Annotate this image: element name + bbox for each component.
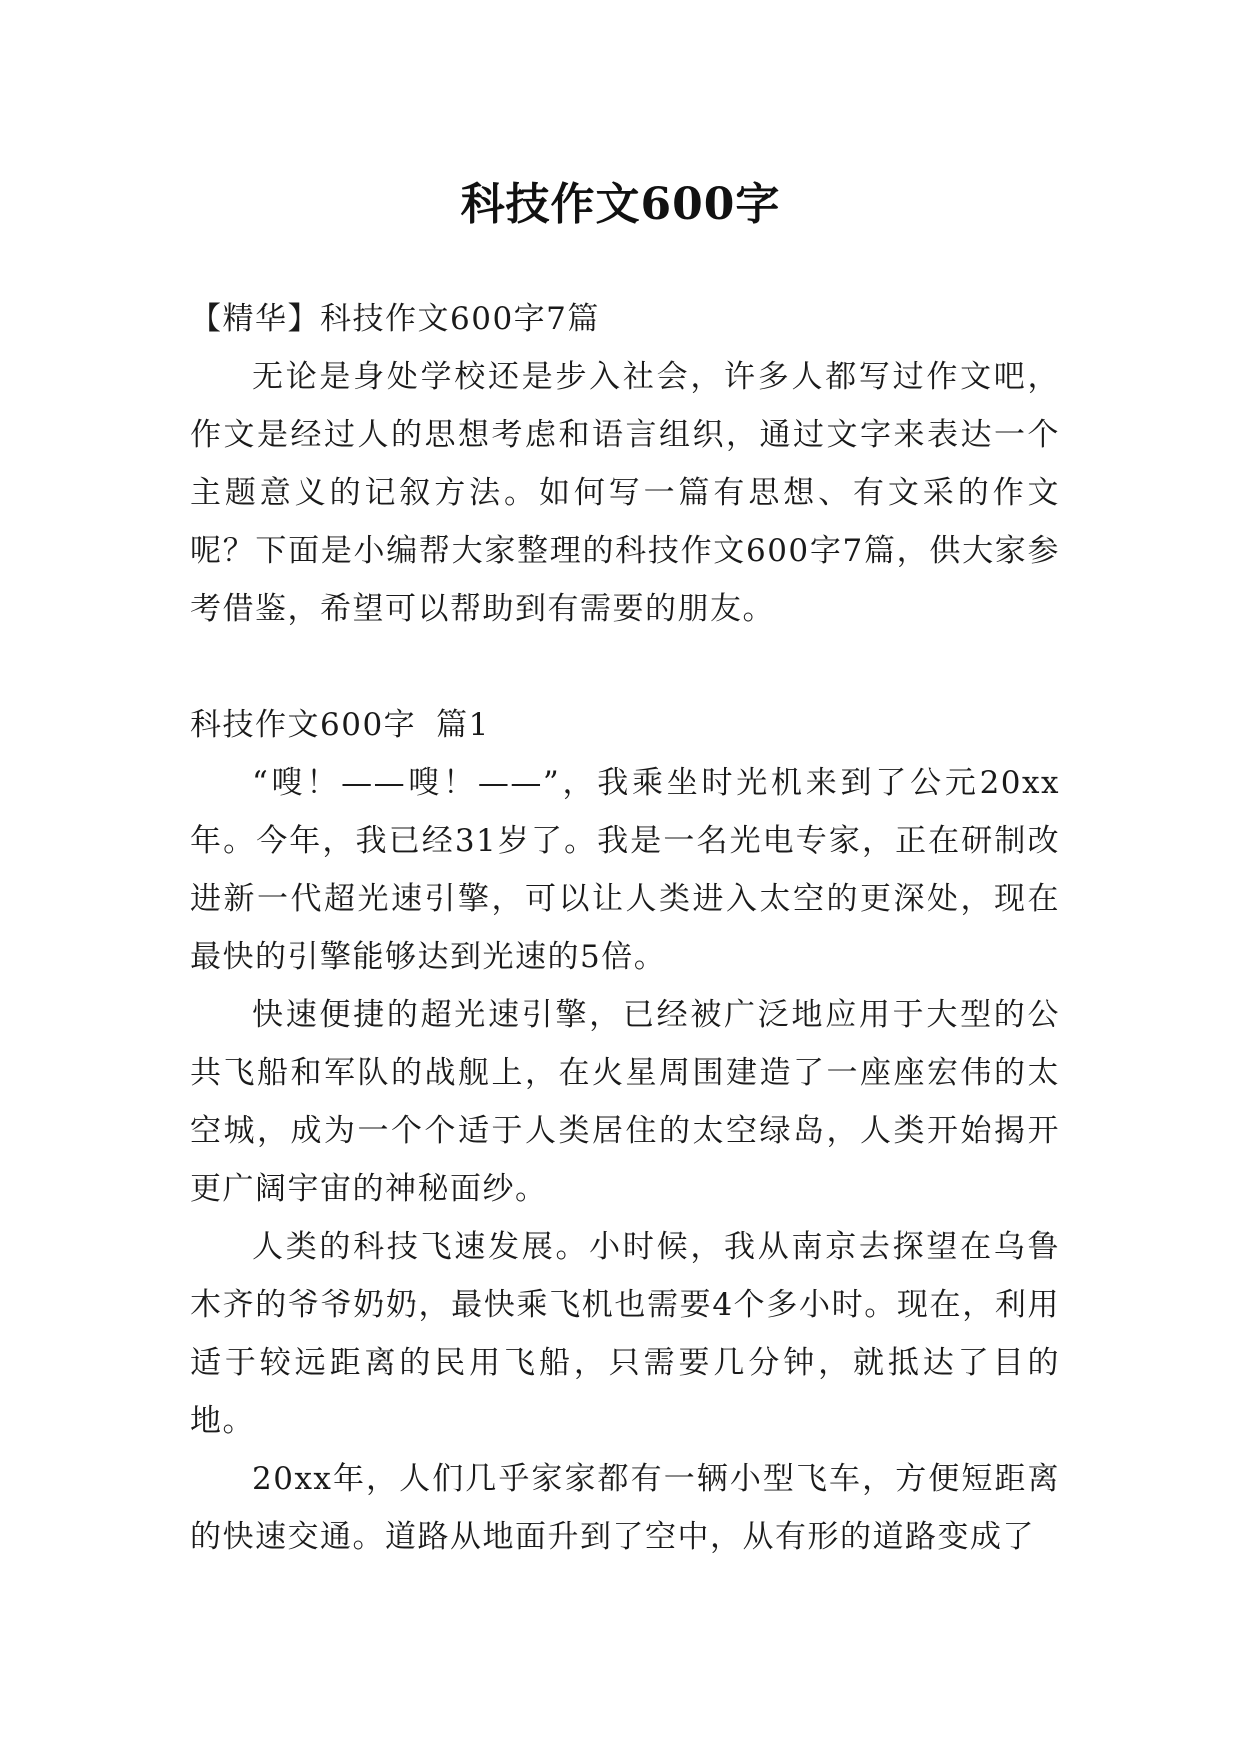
document-subtitle: 【精华】科技作文600字7篇 [190,301,600,337]
intro-paragraph: 无论是身处学校还是步入社会，许多人都写过作文吧，作文是经过人的思想考虑和语言组织，通过文字来表达一个主题意义的记叙方法。如何写一篇有思想、有文采的作文呢？下面是小编帮大家整理的科技作文600字7篇，供大家参考借鉴，希望可以帮助到有需要的朋友。 [190,359,1060,627]
document-body [190,290,1060,1566]
document-title: 科技作文600字 [460,179,781,231]
body-paragraph-4: 20xx年，人们几乎家家都有一辆小型飞车，方便短距离的快速交通。道路从地面升到了空中，从有形的道路变成了 [190,1461,1060,1555]
body-paragraph-3: 人类的科技飞速发展。小时候，我从南京去探望在乌鲁木齐的爷爷奶奶，最快乘飞机也需要4个多小时。现在，利用适于较远距离的民用飞船，只需要几分钟，就抵达了目的地。 [190,1229,1060,1439]
section-heading [190,696,1060,754]
section-title: 科技作文600字 [190,707,417,743]
body-paragraph-1: “嗖！——嗖！——”，我乘坐时光机来到了公元20xx年。今年，我已经31岁了。我是一名光电专家，正在研制改进新一代超光速引擎，可以让人类进入太空的更深处，现在最快的引擎能够达到光速的5倍。 [190,765,1060,975]
body-paragraph-2: 快速便捷的超光速引擎，已经被广泛地应用于大型的公共飞船和军队的战舰上，在火星周围建造了一座座宏伟的太空城，成为一个个适于人类居住的太空绿岛，人类开始揭开更广阔宇宙的神秘面纱。 [190,997,1060,1207]
section-number: 篇1 [436,707,490,743]
